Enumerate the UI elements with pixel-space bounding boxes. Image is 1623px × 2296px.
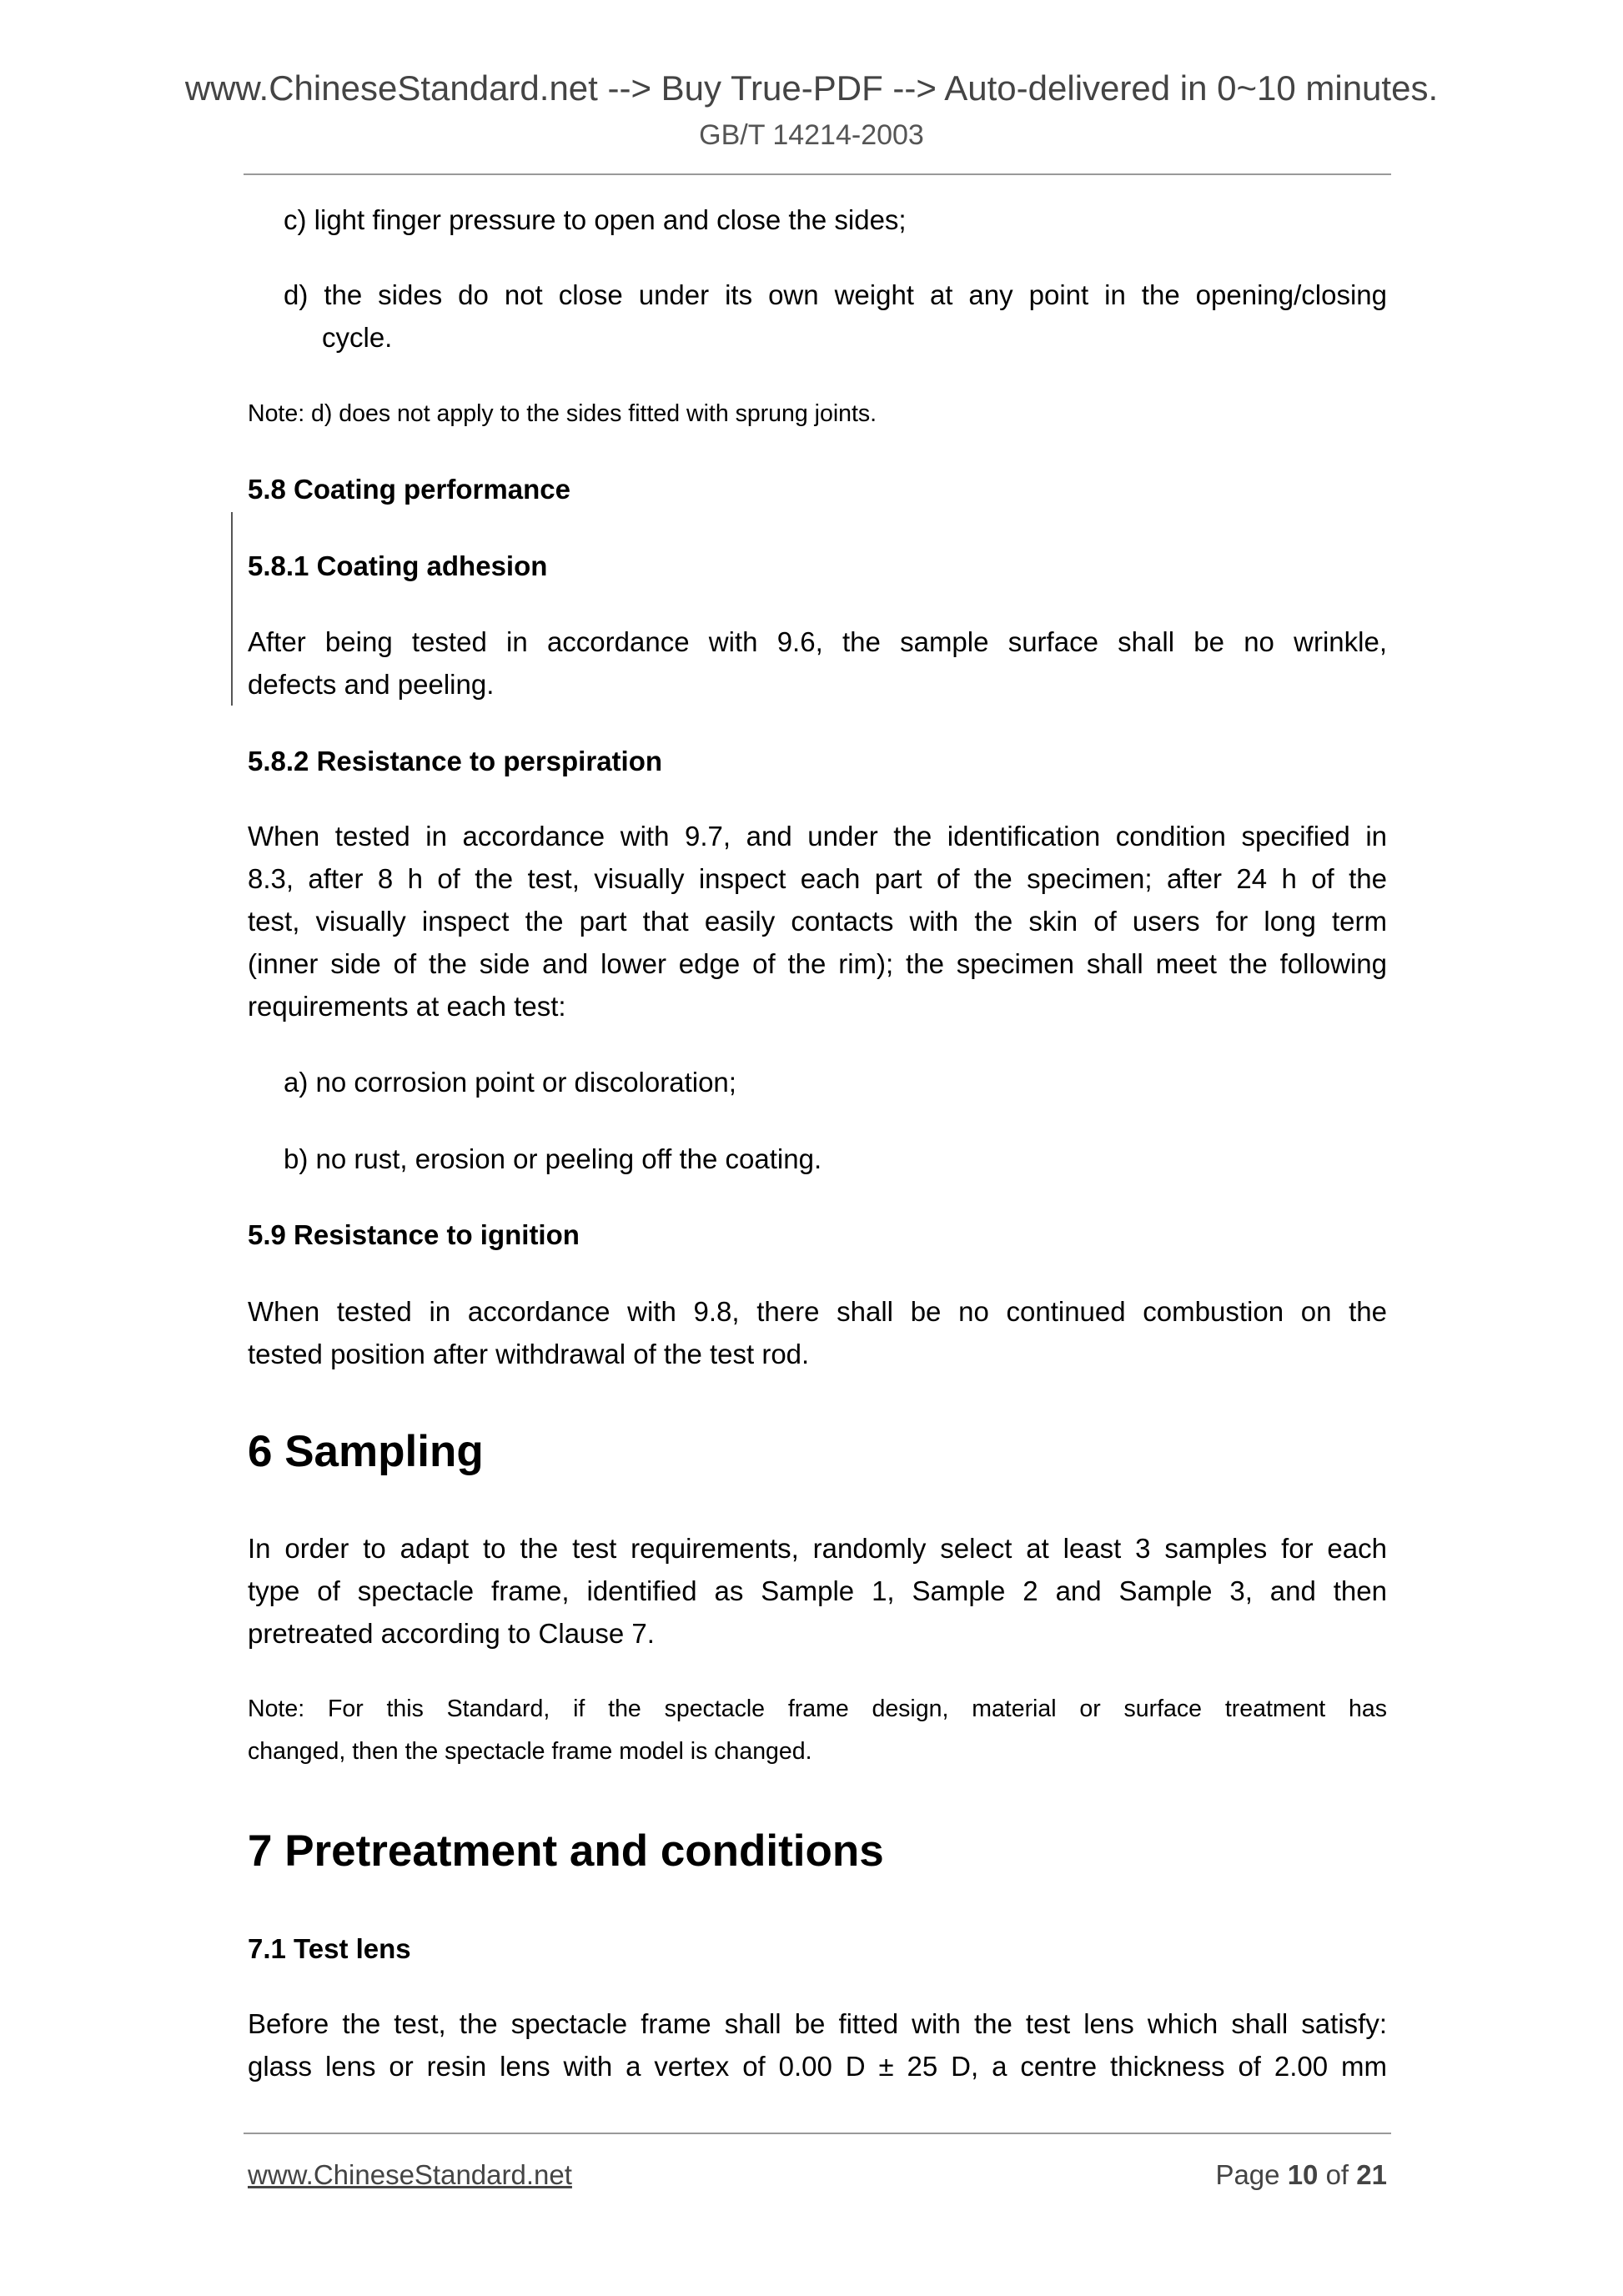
text-line: In order to adapt to the test requirements, randomly select at least 3 samples for each xyxy=(248,1533,1387,1564)
page-total: 21 xyxy=(1356,2159,1387,2190)
note-6 xyxy=(248,1688,1387,1773)
heading-7-1: 7.1 Test lens xyxy=(248,1933,411,1964)
footer-link[interactable]: www.ChineseStandard.net xyxy=(248,2159,572,2190)
text-line: 8.3, after 8 h of the test, visually inspect each part of the specimen; after 24 h of the xyxy=(248,863,1387,894)
text-line: When tested in accordance with 9.7, and under the identification condition specified in xyxy=(248,821,1387,852)
paragraph-5-8-1 xyxy=(248,620,1387,706)
text-line: tested position after withdrawal of the test rod. xyxy=(248,1339,810,1369)
heading-5-8: 5.8 Coating performance xyxy=(248,474,570,505)
paragraph-7-1 xyxy=(248,2002,1387,2088)
page-label: Page xyxy=(1215,2159,1280,2190)
list-item-d xyxy=(284,274,1387,359)
note-d: Note: d) does not apply to the sides fitted with sprung joints. xyxy=(248,400,877,427)
header-banner: www.ChineseStandard.net --> Buy True-PDF --> Auto-delivered in 0~10 minutes. xyxy=(184,68,1439,108)
paragraph-5-8-2 xyxy=(248,815,1387,1027)
text-line: pretreated according to Clause 7. xyxy=(248,1618,655,1649)
heading-7: 7 Pretreatment and conditions xyxy=(248,1826,884,1876)
text-line: Note: For this Standard, if the spectacle frame design, material or surface treatment has xyxy=(248,1696,1387,1722)
text-line: After being tested in accordance with 9.6, the sample surface shall be no wrinkle, xyxy=(248,626,1387,657)
text-line: defects and peeling. xyxy=(248,669,495,700)
footer-link-wrap xyxy=(248,2157,572,2193)
text-line: changed, then the spectacle frame model is changed. xyxy=(248,1738,812,1765)
text-line: glass lens or resin lens with a vertex of 0.00 D ± 25 D, a centre thickness of 2.00 mm xyxy=(248,2051,1387,2082)
text-line: test, visually inspect the part that easily contacts with the skin of users for long term xyxy=(248,906,1387,937)
paragraph-5-9 xyxy=(248,1290,1387,1375)
heading-5-8-2: 5.8.2 Resistance to perspiration xyxy=(248,746,663,776)
paragraph-6 xyxy=(248,1527,1387,1655)
list-item-c: c) light finger pressure to open and close the sides; xyxy=(284,204,907,235)
text-line: requirements at each test: xyxy=(248,991,566,1022)
standard-number: GB/T 14214-2003 xyxy=(699,119,924,151)
change-bar xyxy=(231,512,233,706)
header-divider xyxy=(244,173,1391,175)
text-line: (inner side of the side and lower edge of the rim); the specimen shall meet the following xyxy=(248,948,1387,979)
text-line: Before the test, the spectacle frame shall be fitted with the test lens which shall satisfy: xyxy=(248,2008,1387,2039)
list-item-a: a) no corrosion point or discoloration; xyxy=(284,1067,736,1098)
of-label: of xyxy=(1325,2159,1349,2190)
list-item-b: b) no rust, erosion or peeling off the coating. xyxy=(284,1143,822,1174)
text-line: type of spectacle frame, identified as Sample 1, Sample 2 and Sample 3, and then xyxy=(248,1575,1387,1606)
heading-6: 6 Sampling xyxy=(248,1427,484,1476)
page-current: 10 xyxy=(1287,2159,1319,2190)
list-item-d-line2: cycle. xyxy=(322,322,393,353)
page-indicator xyxy=(1215,2157,1387,2193)
heading-5-8-1: 5.8.1 Coating adhesion xyxy=(248,550,548,581)
text-line: When tested in accordance with 9.8, there shall be no continued combustion on the xyxy=(248,1296,1387,1327)
list-item-d-line1: d) the sides do not close under its own weight at any point in the opening/closing xyxy=(284,279,1387,310)
heading-5-9: 5.9 Resistance to ignition xyxy=(248,1219,580,1250)
footer-divider xyxy=(244,2133,1391,2134)
